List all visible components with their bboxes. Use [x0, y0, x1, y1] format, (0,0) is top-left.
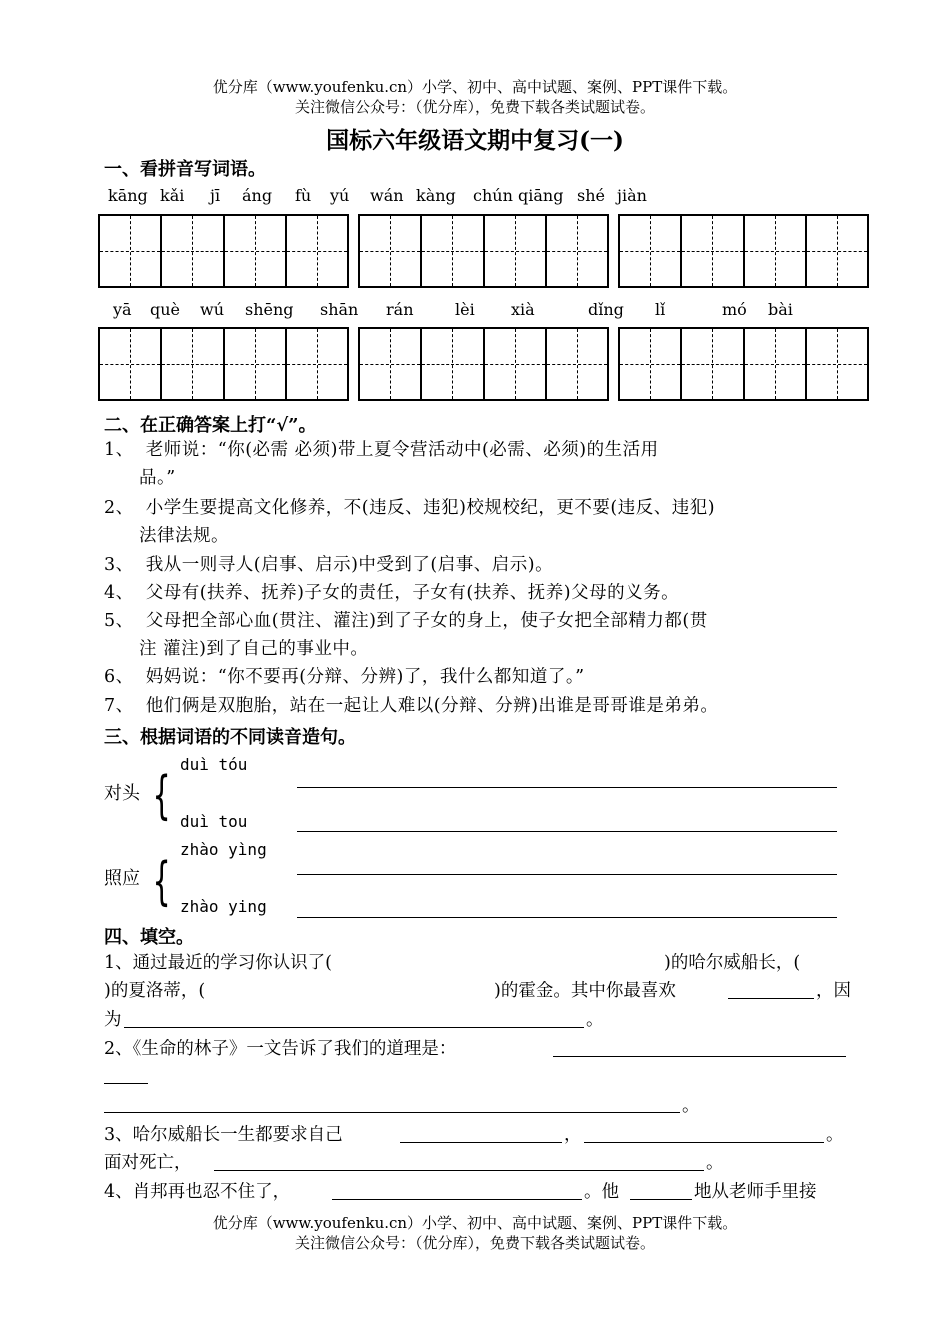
answer-line[interactable] — [124, 1027, 584, 1028]
question-item-cont: 品。” — [139, 468, 176, 488]
pinyin: yā — [113, 300, 132, 319]
writing-grid-3[interactable] — [618, 214, 869, 288]
brace-icon: { — [152, 766, 171, 826]
answer-line[interactable] — [104, 1083, 148, 1084]
page-title: 国标六年级语文期中复习(一) — [326, 127, 624, 154]
fill-q3-d: 面对死亡， — [104, 1153, 192, 1173]
fill-q2-a: 2、《生命的林子》一文告诉了我们的道理是： — [104, 1039, 457, 1059]
pinyin: yú — [330, 186, 350, 205]
pinyin: shān — [320, 300, 359, 319]
answer-line[interactable] — [297, 831, 837, 832]
answer-line[interactable] — [214, 1170, 704, 1171]
pinyin: rán — [386, 300, 414, 319]
pinyin: qiāng — [518, 186, 564, 205]
pinyin: lèi — [455, 300, 475, 319]
fill-q4-b: 。他 — [584, 1182, 619, 1202]
fill-q4-c: 地从老师手里接 — [694, 1182, 817, 1202]
fill-q3-c: 。 — [826, 1125, 844, 1145]
fill-q1-a: 1、通过最近的学习你认识了( — [104, 953, 332, 973]
answer-line[interactable] — [584, 1142, 824, 1143]
writing-grid-2[interactable] — [358, 214, 609, 288]
fill-q1-g: 。 — [586, 1010, 604, 1030]
fill-q3-a: 3、哈尔威船长一生都要求自己 — [104, 1125, 343, 1145]
section1-heading: 一、看拼音写词语。 — [104, 159, 266, 180]
pinyin: kāng — [108, 186, 148, 205]
question-item: 4、 父母有(扶养、抚养)子女的责任，子女有(扶养、抚养)父母的义务。 — [104, 583, 680, 603]
fill-q4-a: 4、肖邦再也忍不住了， — [104, 1182, 291, 1202]
section3-heading: 三、根据词语的不同读音造句。 — [104, 727, 356, 748]
polyphone-word-2: 照应 — [104, 868, 140, 889]
header-line-1: 优分库（www.youfenku.cn）小学、初中、高中试题、案例、PPT课件下载。 — [212, 78, 738, 96]
question-item: 5、 父母把全部心血(贯注、灌注)到了子女的身上，使子女把全部精力都(贯 — [104, 611, 708, 631]
pinyin: wú — [200, 300, 224, 319]
pinyin: áng — [242, 186, 273, 205]
pinyin: jī — [210, 186, 221, 205]
question-item: 1、 老师说：“你(必需 必须)带上夏令营活动中(必需、必须)的生活用 — [104, 440, 659, 460]
pinyin: bài — [768, 300, 793, 319]
pinyin: fù — [295, 186, 312, 205]
answer-line[interactable] — [332, 1199, 582, 1200]
pinyin: kàng — [416, 186, 456, 205]
pinyin: chún — [473, 186, 513, 205]
fill-q2-end: 。 — [682, 1096, 700, 1116]
writing-grid-4[interactable] — [98, 327, 349, 401]
pinyin: shēng — [245, 300, 294, 319]
answer-line[interactable] — [630, 1199, 692, 1200]
pinyin-reading-3: zhào yìng — [180, 840, 267, 859]
question-item: 7、 他们俩是双胞胎，站在一起让人难以(分辩、分辨)出谁是哥哥谁是弟弟。 — [104, 696, 719, 716]
answer-line[interactable] — [104, 1112, 680, 1113]
answer-line[interactable] — [400, 1142, 562, 1143]
question-item-cont: 法律法规。 — [139, 526, 229, 546]
pinyin: mó — [722, 300, 747, 319]
footer-line-1: 优分库（www.youfenku.cn）小学、初中、高中试题、案例、PPT课件下载。 — [212, 1214, 738, 1232]
answer-line[interactable] — [728, 998, 814, 999]
pinyin-reading-1: duì tóu — [180, 755, 248, 774]
writing-grid-6[interactable] — [618, 327, 869, 401]
fill-q1-e: ，因 — [816, 981, 851, 1001]
polyphone-word-1: 对头 — [104, 783, 140, 804]
answer-line[interactable] — [297, 787, 837, 788]
section2-heading: 二、在正确答案上打“√”。 — [104, 415, 317, 436]
brace-icon: { — [152, 852, 171, 912]
writing-grid-5[interactable] — [358, 327, 609, 401]
answer-line[interactable] — [297, 917, 837, 918]
question-item-cont: 注 灌注)到了自己的事业中。 — [139, 639, 369, 659]
fill-q1-f: 为 — [104, 1010, 122, 1030]
pinyin: shé — [577, 186, 605, 205]
fill-q1-c: )的夏洛蒂，( — [104, 981, 206, 1001]
pinyin: wán — [370, 186, 404, 205]
question-item: 2、 小学生要提高文化修养，不(违反、违犯)校规校纪，更不要(违反、违犯) — [104, 498, 716, 518]
footer-line-2: 关注微信公众号：（优分库），免费下载各类试题试卷。 — [294, 1234, 655, 1252]
fill-q3-b: ， — [564, 1125, 582, 1145]
pinyin-reading-2: duì tou — [180, 812, 248, 831]
fill-q1-d: )的霍金。其中你最喜欢 — [494, 981, 676, 1001]
question-item: 6、 妈妈说：“你不要再(分辩、分辨)了，我什么都知道了。” — [104, 667, 585, 687]
question-item: 3、 我从一则寻人(启事、启示)中受到了(启事、启示)。 — [104, 555, 554, 575]
header-line-2: 关注微信公众号：（优分库），免费下载各类试题试卷。 — [294, 98, 655, 116]
answer-line[interactable] — [297, 874, 837, 875]
fill-q1-b: )的哈尔威船长，( — [664, 953, 801, 973]
section4-heading: 四、填空。 — [104, 927, 194, 948]
pinyin: dǐng — [588, 300, 624, 319]
pinyin: lǐ — [655, 300, 666, 319]
pinyin: què — [150, 300, 181, 319]
pinyin-reading-4: zhào ying — [180, 897, 267, 916]
pinyin: jiàn — [617, 186, 647, 205]
pinyin: kǎi — [160, 186, 185, 205]
answer-line[interactable] — [553, 1056, 846, 1057]
pinyin: xià — [511, 300, 535, 319]
writing-grid-1[interactable] — [98, 214, 349, 288]
fill-q3-e: 。 — [706, 1153, 724, 1173]
